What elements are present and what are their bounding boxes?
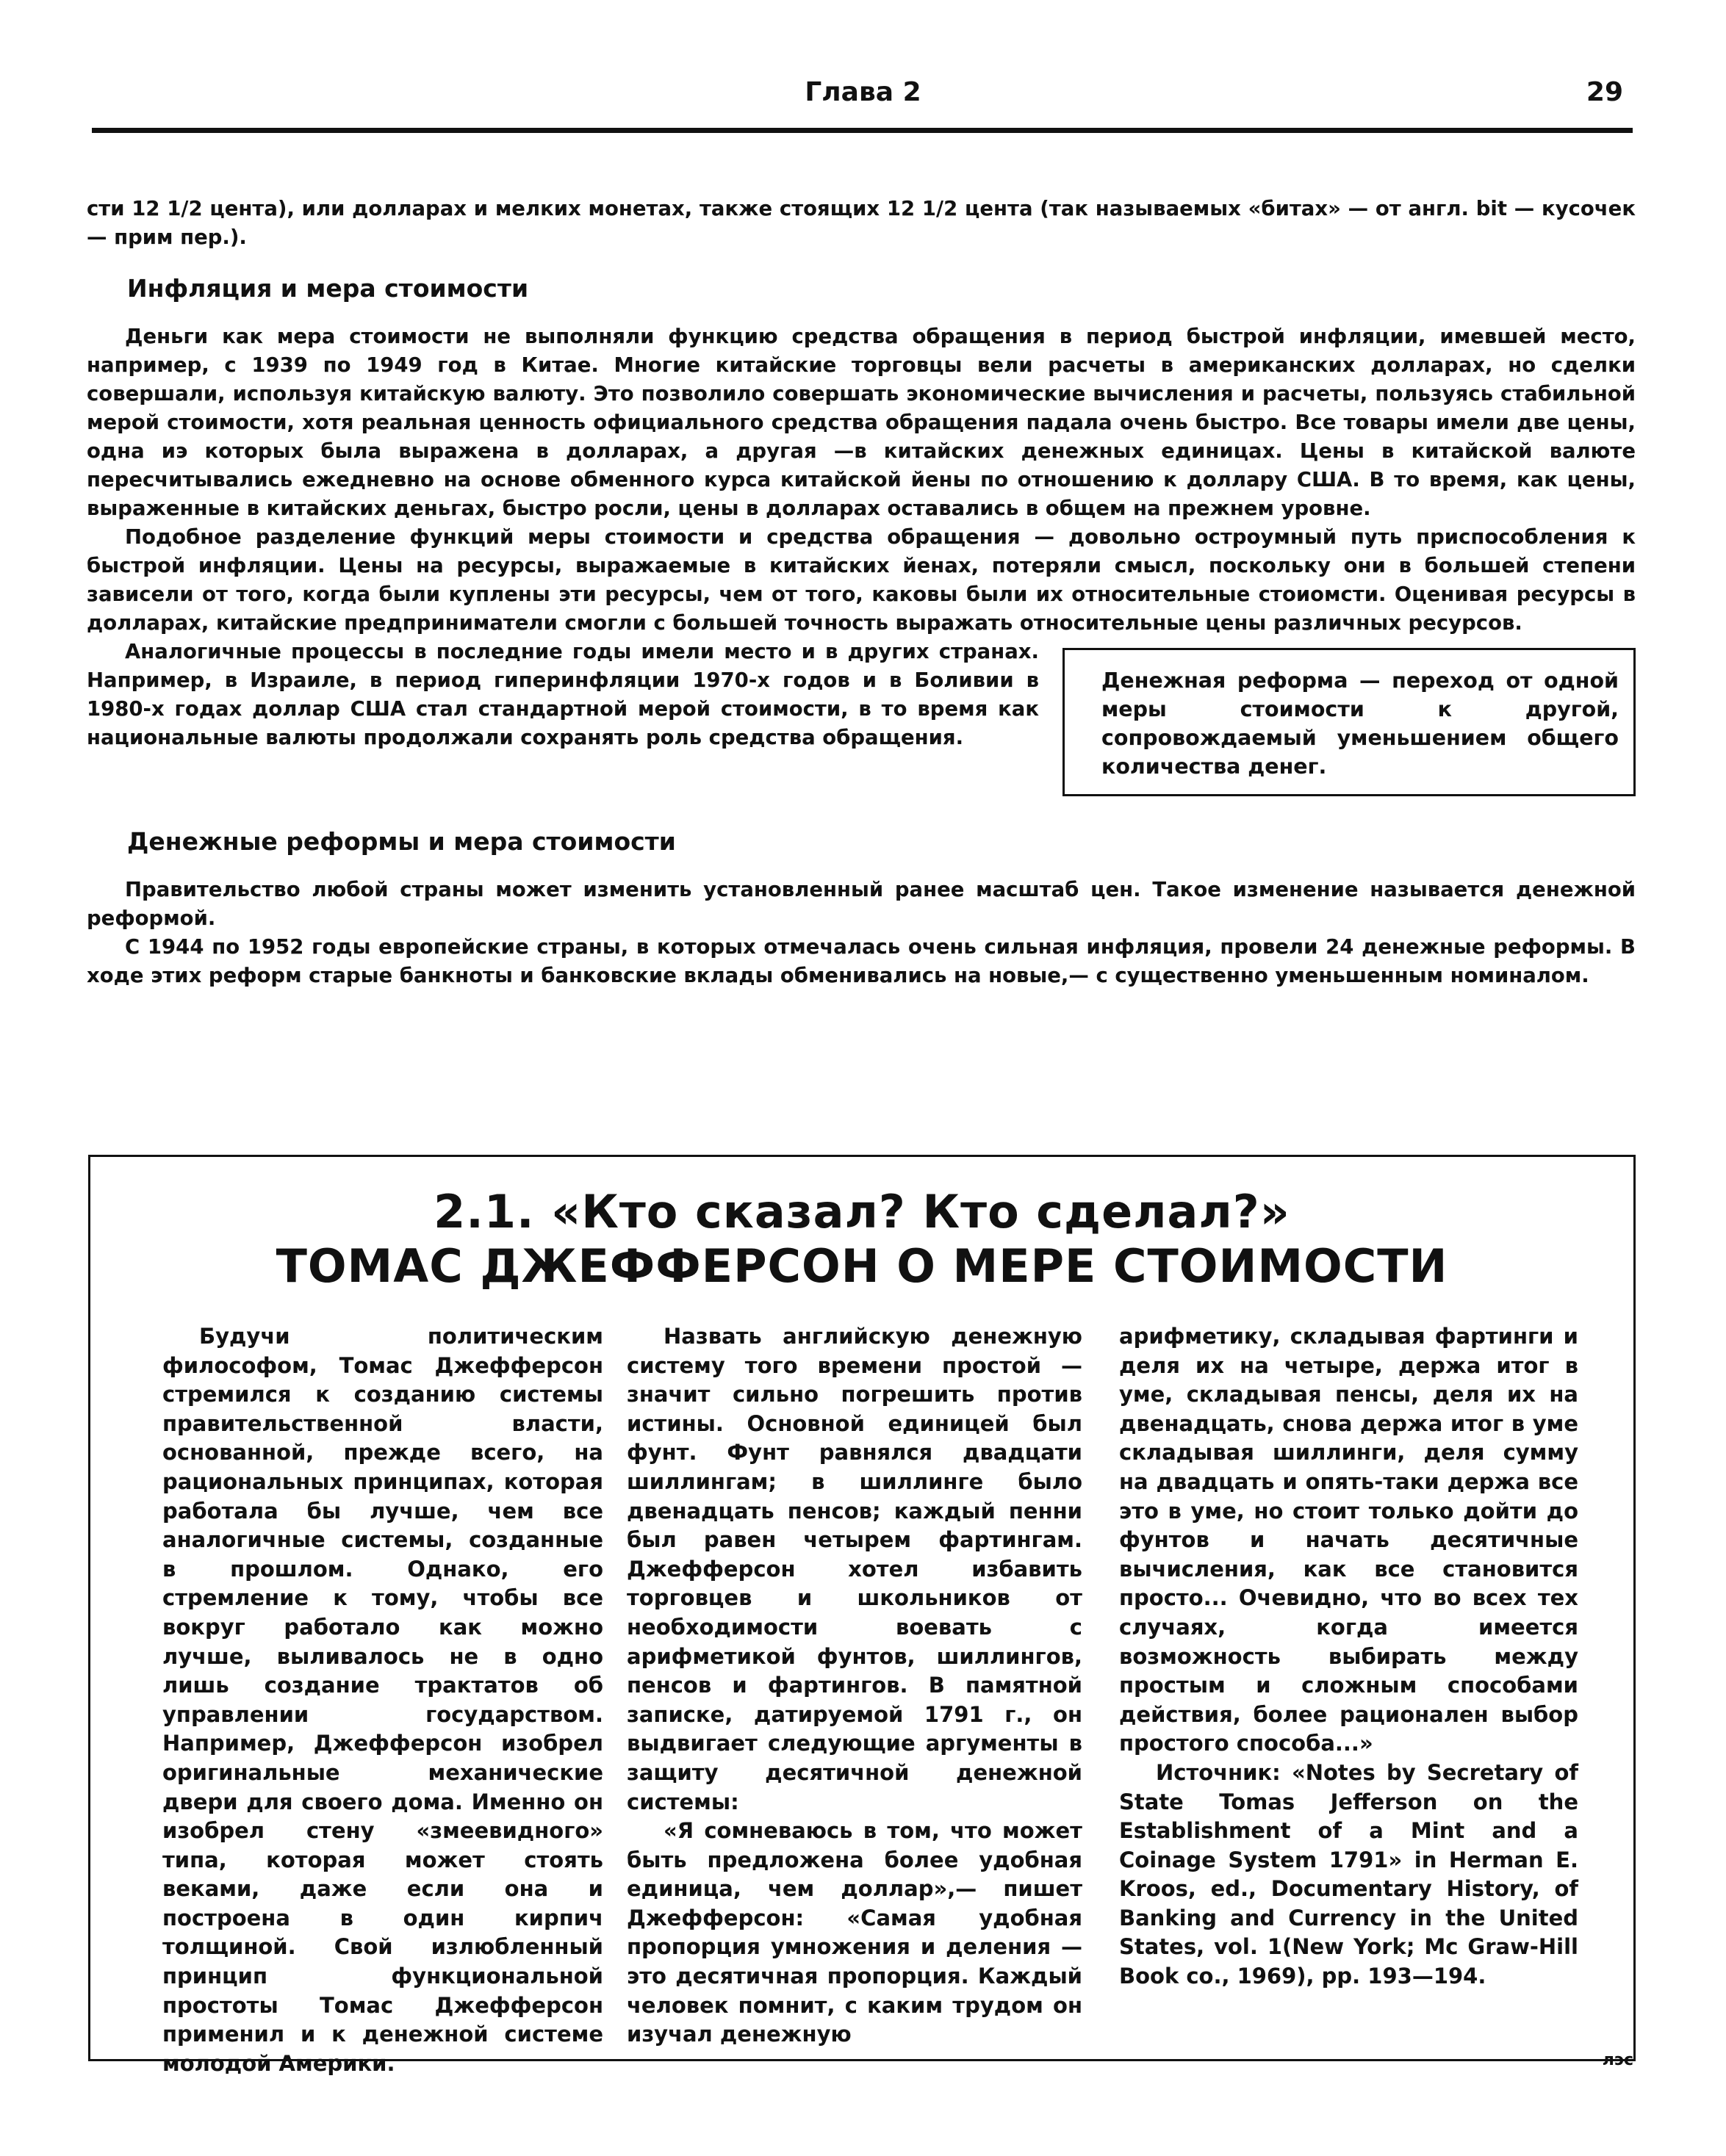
- paragraph: Будучи политическим философом, Томас Джефферсон стремился к созданию системы правительственной власти, основанной, прежде всего, на рациональных принципах, которая работала бы лучше, чем все аналогичные системы, созданные в прошлом. Однако, его стремление к тому, чтобы все вокруг работало как можно лучше, выливалось не в одно лишь создание трактатов об управлении государством. Например, Джефферсон изобрел оригинальные механические двери для своего дома. Именно он изобрел стену «змеевидного» типа, которая может стоять веками, даже если она и построена в один кирпич толщиной. Свой излюбленный принцип функциональной простоты Томас Джефферсон применил и к денежной системе молодой Америки.: [162, 1324, 603, 2076]
- box-column-1: [162, 1322, 603, 2078]
- paragraph: С 1944 по 1952 годы европейские страны, в которых отмечалась очень сильная инфляция, провели 24 денежные реформы. В ходе этих реформ старые банкноты и банковские вклады обменивались на новые,— с существенно уменьшенным номиналом.: [87, 935, 1636, 987]
- box-column-2: [627, 1322, 1082, 2049]
- paragraph: Аналогичные процессы в последние годы имели место и в других странах. Например, в Израиле, в период гиперинфляции 1970-х годов и в Боливии в 1980-х годах доллар США стал стандартной мерой стоимости, в то время как национальные валюты продолжали сохранять роль средства обращения.: [87, 640, 1039, 749]
- sidebar-box: [88, 1155, 1636, 2076]
- section-heading-reforms: Денежные реформы и мера стоимости: [127, 827, 676, 856]
- box-title-line2: ТОМАС ДЖЕФФЕРСОН О МЕРЕ СТОИМОСТИ: [276, 1239, 1448, 1293]
- corner-mark: лэс: [1602, 2051, 1633, 2069]
- intro-continuation: сти 12 1/2 цента), или долларах и мелких монетах, также стоящих 12 1/2 цента (так называемых «битах» — от англ. bit — кусочек — прим пер.).: [87, 197, 1636, 249]
- box-column-3: [1119, 1322, 1578, 1991]
- chapter-header: Глава 2: [805, 77, 921, 107]
- float-wrap: [87, 523, 1636, 805]
- paragraph-text: Подобное разделение функций меры стоимости и средства обращения — довольно остроумный путь приспособления к быстрой инфляции. Цены на ресурсы, выражаемые в китайских йенах, потеряли смысл, поскольку они в большей степени зависели от того, когда были куплены эти ресурсы, чем от того, каковы были их относительные стоиомсти. Оценивая ресурсы в долларах, китайские предприниматели смогли с большей точность выражать относительные цены различных ресурсов.: [87, 525, 1636, 635]
- paragraph: «Я сомневаюсь в том, что может быть предложена более удобная единица, чем доллар»,— пишет Джефферсон: «Самая удобная пропорция умножения и деления — это десятичная пропорция. Каждый человек помнит, с каким трудом он изучал денежную: [627, 1818, 1082, 2047]
- main-text: [87, 195, 1636, 990]
- definition-text: — переход от одной меры стоимости к другой, сопровождаемый уменьшением общего количества денег.: [1101, 668, 1619, 779]
- paragraph: [87, 876, 1636, 933]
- box-title-line1: 2.1. «Кто сказал? Кто сделал?»: [434, 1185, 1290, 1239]
- header-rule: [92, 128, 1633, 133]
- paragraph: арифметику, складывая фартинги и деля их на четыре, держа итог в уме, складывая пенсы, деля их на двенадцать, снова держа итог в уме складывая шиллинги, деля сумму на двадцать и опять-таки держа все это в уме, но стоит только дойти до фунтов и начать десятичные вычисления, как все становится просто... Очевидно, что во всех тех случаях, когда имеется возможность выбирать между простым и сложным способами действия, более рационален выбор простого способа...»: [1119, 1324, 1578, 1756]
- paragraph: [87, 523, 1636, 638]
- paragraph: Назвать английскую денежную систему того времени простой — значит сильно погрешить против истины. Основной единицей был фунт. Фунт равнялся двадцати шиллингам; в шиллинге было двенадцать пенсов; каждый пенни был равен четырем фартингам. Джефферсон хотел избавить торговцев и школьников от необходимости воевать с арифметикой фунтов, шиллингов, пенсов и фартингов. В памятной записке, датируемой 1791 г., он выдвигает следующие аргументы в защиту десятичной денежной системы:: [627, 1324, 1082, 1814]
- paragraph-text: Правительство любой страны может изменить установленный ранее масштаб цен. Такое изменение называется: [125, 878, 1516, 901]
- definition-box: [1062, 648, 1636, 796]
- section-heading-inflation: Инфляция и мера стоимости: [127, 274, 529, 303]
- paragraph: Деньги как мера стоимости не выполняли функцию средства обращения в период быстрой инфляции, имевшей место, например, с 1939 по 1949 год в Китае. Многие китайские торговцы вели расчеты в американских долларах, но сделки совершали, используя китайскую валюту. Это позволило совершать экономические вычисления и расчеты, пользуясь стабильной мерой стоимости, хотя реальная ценность официального средства обращения падала очень быстро. Все товары имели две цены, одна иэ которых была выражена в долларах, а другая —в китайских денежных единицах. Цены в китайской валюте пересчитывались ежедневно на основе обменного курса китайской йены по отношению к доллару США. В то время, как цены, выраженные в китайских деньгах, быстро росли, цены в долларах оставались в общем на прежнем уровне.: [87, 325, 1636, 520]
- source-citation: Источник: «Notes by Secretary of State Tomas Jefferson on the Establishment of a Mint and a Coinage System 1791» in Herman E. Kroos, ed., Documentary History, of Banking and Currency in the United States, vol. 1(New York; Mc Graw-Hill Book co., 1969), pp. 193—194.: [1119, 1759, 1578, 1989]
- definition-term: Денежная реформа: [1101, 668, 1348, 693]
- defined-term: денежной реформой.: [87, 878, 1636, 930]
- page-number: 29: [1586, 77, 1623, 107]
